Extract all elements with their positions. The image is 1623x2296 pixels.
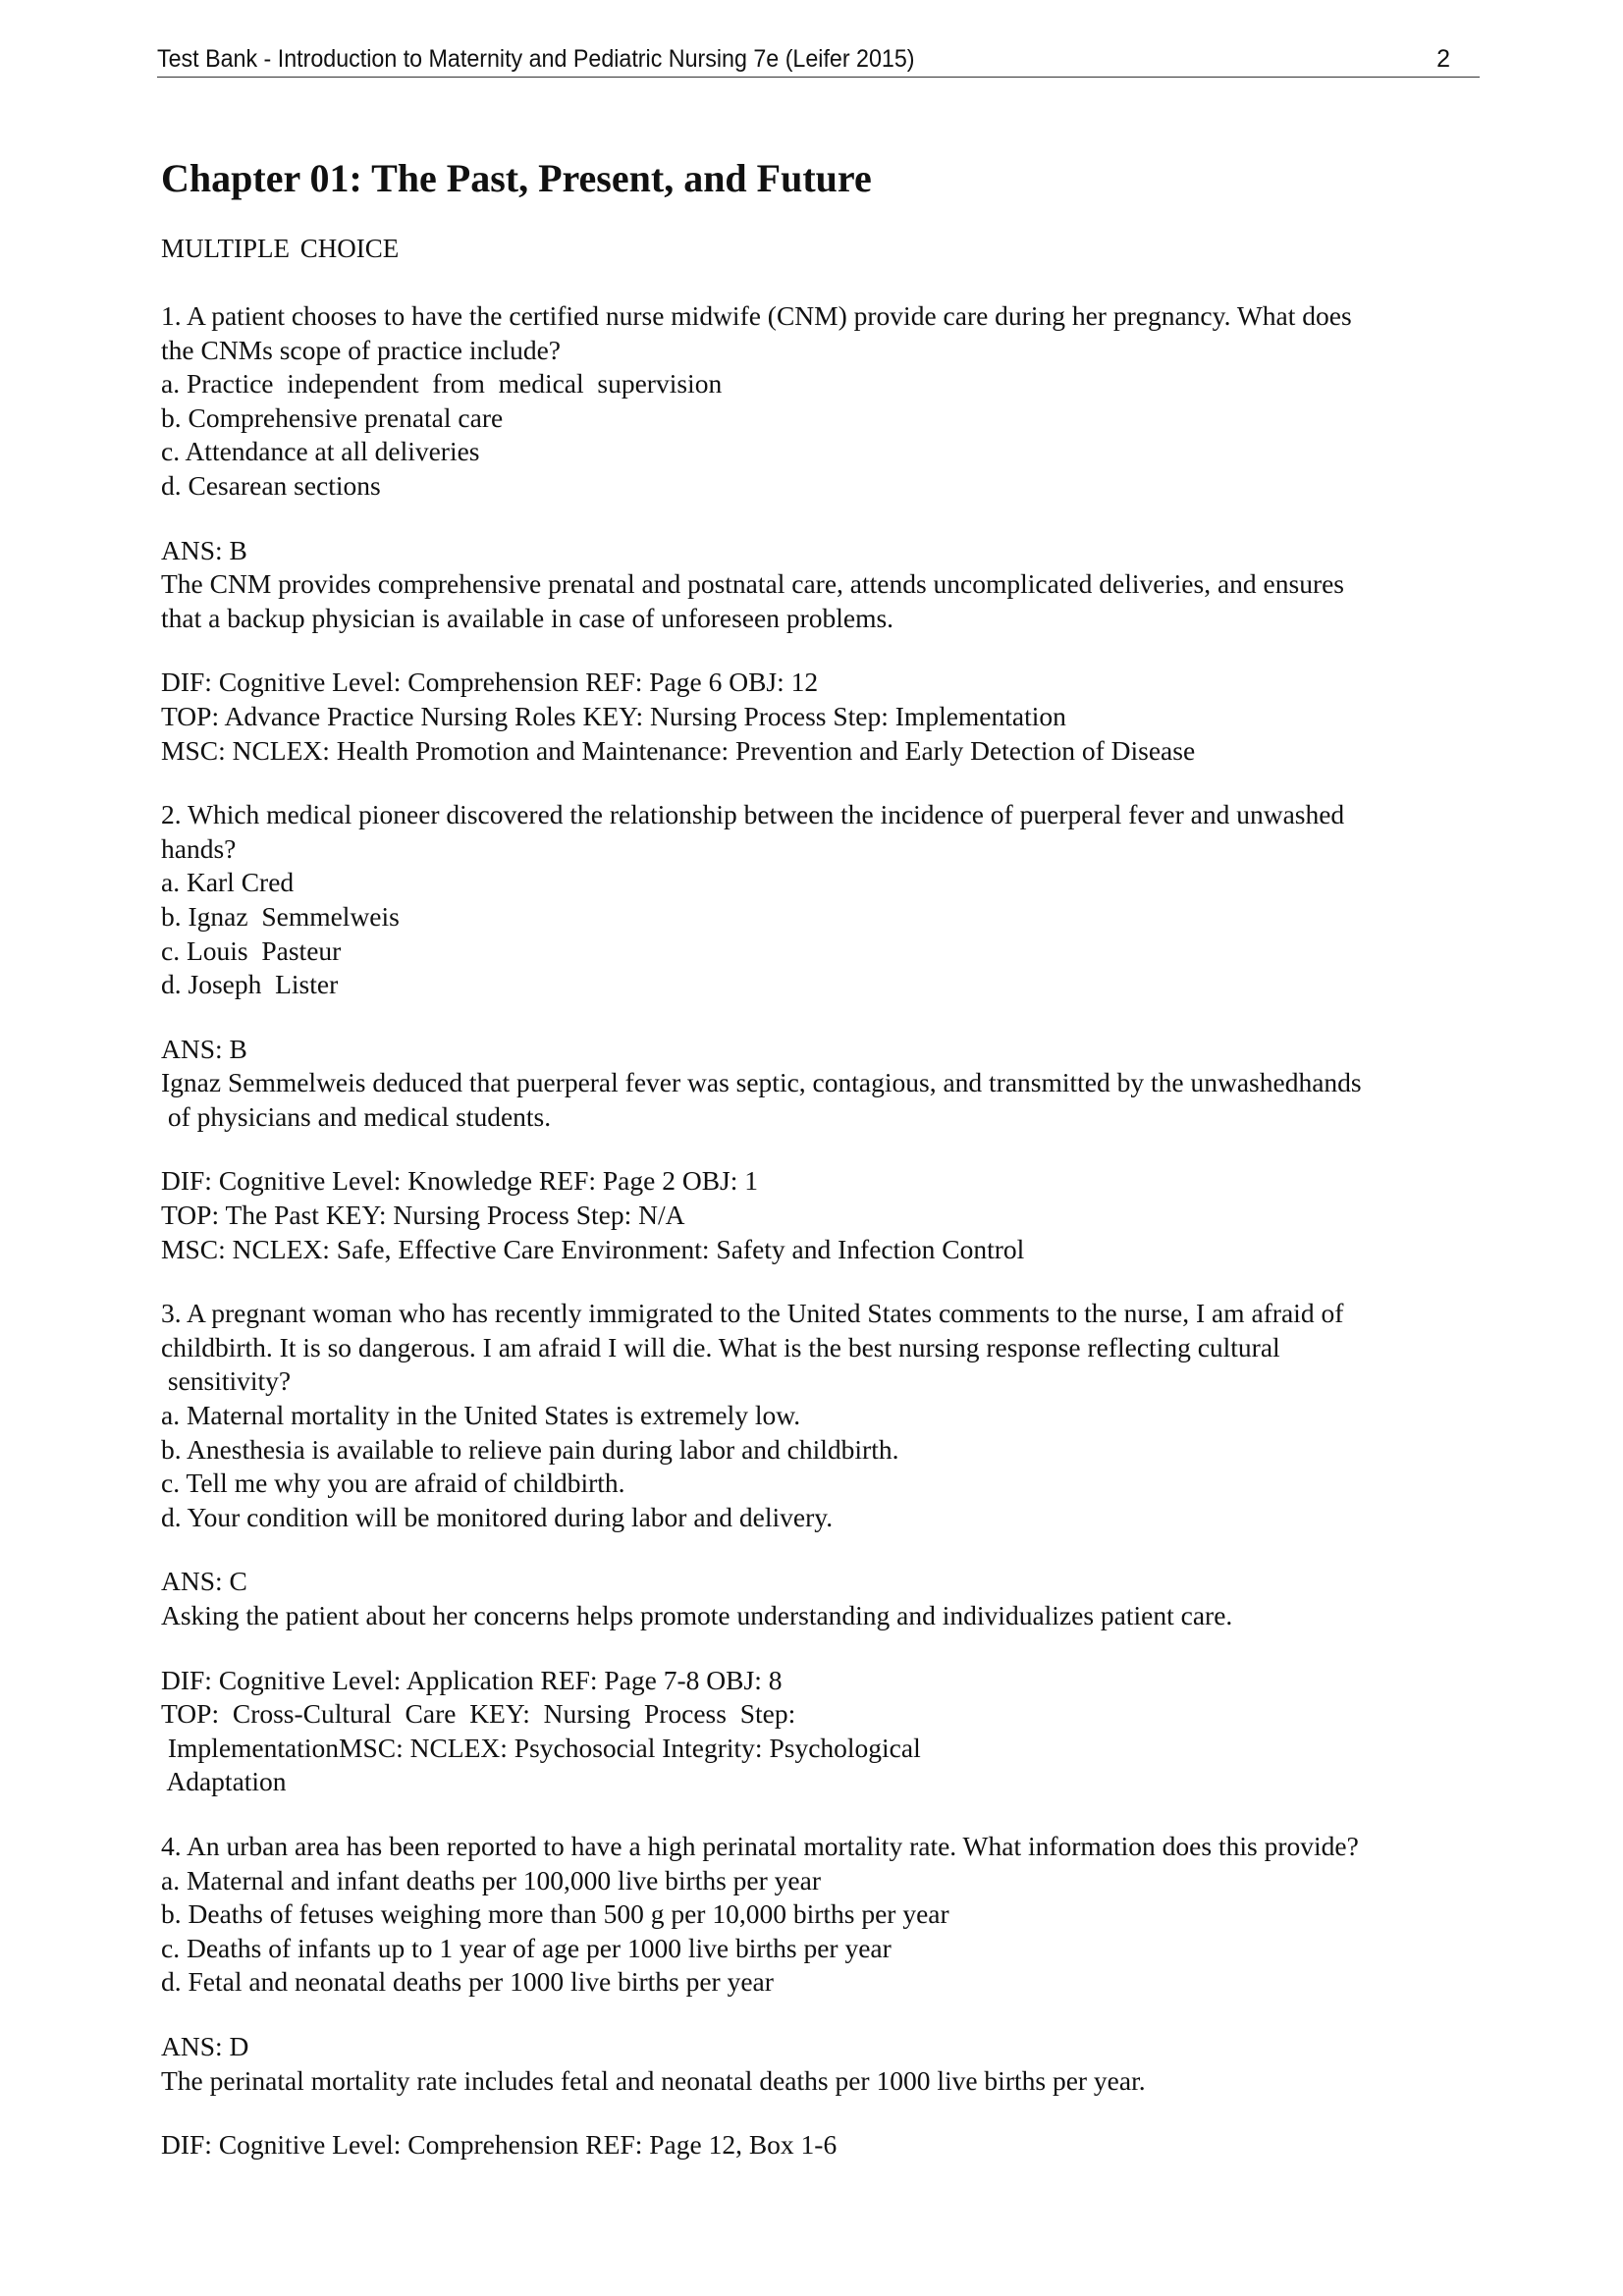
answer-options-line: c. Deaths of infants up to 1 year of age per 1000 live births per year <box>161 1932 892 1963</box>
answer-key-line: ANS: B <box>161 534 247 565</box>
rationale-line: Ignaz Semmelweis deduced that puerperal fever was septic, contagious, and transmitted by the unwashedhands <box>161 1067 1362 1098</box>
answer-options <box>161 1864 1496 2000</box>
answer-options <box>161 1399 1496 1534</box>
question-metadata <box>161 1664 1496 1799</box>
answer-key <box>161 1033 1496 1067</box>
question-metadata-line: TOP: The Past KEY: Nursing Process Step: N/A <box>161 1200 685 1231</box>
question-metadata-line: DIF: Cognitive Level: Application REF: Page 7-8 OBJ: 8 <box>161 1664 783 1695</box>
question-stem-line: 1. A patient chooses to have the certified nurse midwife (CNM) provide care during her pregnancy. What does <box>161 300 1352 331</box>
question-metadata-line: DIF: Cognitive Level: Knowledge REF: Page 2 OBJ: 1 <box>161 1165 759 1197</box>
question-metadata-line: Adaptation <box>161 1766 287 1797</box>
answer-key-line: ANS: B <box>161 1033 247 1064</box>
answer-options-line: d. Your condition will be monitored during labor and delivery. <box>161 1501 834 1532</box>
answer-options-line: b. Comprehensive prenatal care <box>161 401 504 433</box>
question-metadata <box>161 2128 1496 2163</box>
question-stem <box>161 1830 1496 1864</box>
question-metadata-line: MSC: NCLEX: Health Promotion and Maintenance: Prevention and Early Detection of Disease <box>161 734 1196 766</box>
rationale <box>161 567 1496 635</box>
question-stem-line: childbirth. It is so dangerous. I am afraid I will die. What is the best nursing response reflecting cultural <box>161 1331 1280 1362</box>
answer-block <box>161 534 1496 636</box>
answer-key-line: ANS: C <box>161 1566 247 1597</box>
question-metadata-line: ImplementationMSC: NCLEX: Psychosocial Integrity: Psychological <box>161 1732 921 1763</box>
rationale-line: The CNM provides comprehensive prenatal and postnatal care, attends uncomplicated deliveries, and ensures <box>161 568 1345 600</box>
page-number: 2 <box>1436 45 1450 73</box>
answer-options-line: a. Karl Cred <box>161 867 295 898</box>
question-metadata-line: DIF: Cognitive Level: Comprehension REF: Page 12, Box 1-6 <box>161 2129 838 2161</box>
answer-options-line: a. Practice independent from medical supervision <box>161 368 723 400</box>
answer-options-line: c. Louis Pasteur <box>161 934 342 966</box>
rationale-line: The perinatal mortality rate includes fetal and neonatal deaths per 1000 live births per year. <box>161 2064 1146 2096</box>
question-stem-line: sensitivity? <box>161 1365 292 1397</box>
question-metadata-line: DIF: Cognitive Level: Comprehension REF: Page 6 OBJ: 12 <box>161 667 819 698</box>
question-stem-line: hands? <box>161 832 237 864</box>
question-4 <box>161 1830 1496 2163</box>
answer-options-line: a. Maternal mortality in the United States is extremely low. <box>161 1400 801 1431</box>
answer-key <box>161 1565 1496 1599</box>
section-label: MULTIPLE CHOICE <box>161 234 400 263</box>
question-stem-line: 2. Which medical pioneer discovered the relationship between the incidence of puerperal fever and unwashed <box>161 799 1345 830</box>
questions-list <box>161 299 1496 2163</box>
question-metadata-line: TOP: Advance Practice Nursing Roles KEY: Nursing Process Step: Implementation <box>161 700 1066 731</box>
question-stem <box>161 299 1496 367</box>
rationale <box>161 1599 1496 1633</box>
answer-options-line: c. Tell me why you are afraid of childbirth. <box>161 1468 625 1499</box>
question-2 <box>161 798 1496 1266</box>
answer-block <box>161 2030 1496 2098</box>
answer-block <box>161 1033 1496 1135</box>
rationale-line: of physicians and medical students. <box>161 1100 552 1132</box>
question-metadata <box>161 1164 1496 1266</box>
answer-options-line: b. Deaths of fetuses weighing more than 500 g per 10,000 births per year <box>161 1898 949 1930</box>
question-stem-line: the CNMs scope of practice include? <box>161 334 562 365</box>
question-stem <box>161 1297 1496 1399</box>
answer-key <box>161 534 1496 568</box>
question-stem-line: 4. An urban area has been reported to have a high perinatal mortality rate. What information does this provide? <box>161 1830 1359 1861</box>
answer-options-line: d. Cesarean sections <box>161 469 381 501</box>
answer-options-line: d. Joseph Lister <box>161 969 339 1000</box>
rationale <box>161 1066 1496 1134</box>
answer-options-line: d. Fetal and neonatal deaths per 1000 live births per year <box>161 1966 774 1998</box>
answer-options-line: c. Attendance at all deliveries <box>161 436 480 467</box>
answer-block <box>161 1565 1496 1632</box>
question-metadata-line: TOP: Cross-Cultural Care KEY: Nursing Process Step: <box>161 1698 796 1730</box>
rationale-line: Asking the patient about her concerns helps promote understanding and individualizes patient care. <box>161 1600 1233 1630</box>
question-3 <box>161 1297 1496 1799</box>
rationale <box>161 2064 1496 2099</box>
answer-key <box>161 2030 1496 2064</box>
rationale-line: that a backup physician is available in case of unforeseen problems. <box>161 602 894 633</box>
answer-options <box>161 367 1496 503</box>
question-metadata-line: MSC: NCLEX: Safe, Effective Care Environment: Safety and Infection Control <box>161 1233 1025 1264</box>
answer-options-line: b. Anesthesia is available to relieve pain during labor and childbirth. <box>161 1433 899 1465</box>
question-stem <box>161 798 1496 866</box>
answer-options <box>161 866 1496 1001</box>
answer-options-line: b. Ignaz Semmelweis <box>161 900 400 932</box>
page-header <box>157 45 1480 78</box>
header-title: Test Bank - Introduction to Maternity and Pediatric Nursing 7e (Leifer 2015) <box>157 45 915 73</box>
question-stem-line: 3. A pregnant woman who has recently immigrated to the United States comments to the nurse, I am afraid of <box>161 1298 1344 1329</box>
answer-options-line: a. Maternal and infant deaths per 100,000 live births per year <box>161 1864 821 1896</box>
question-1 <box>161 299 1496 768</box>
question-metadata <box>161 666 1496 768</box>
answer-key-line: ANS: D <box>161 2030 249 2061</box>
chapter-title: Chapter 01: The Past, Present, and Future <box>161 156 872 200</box>
